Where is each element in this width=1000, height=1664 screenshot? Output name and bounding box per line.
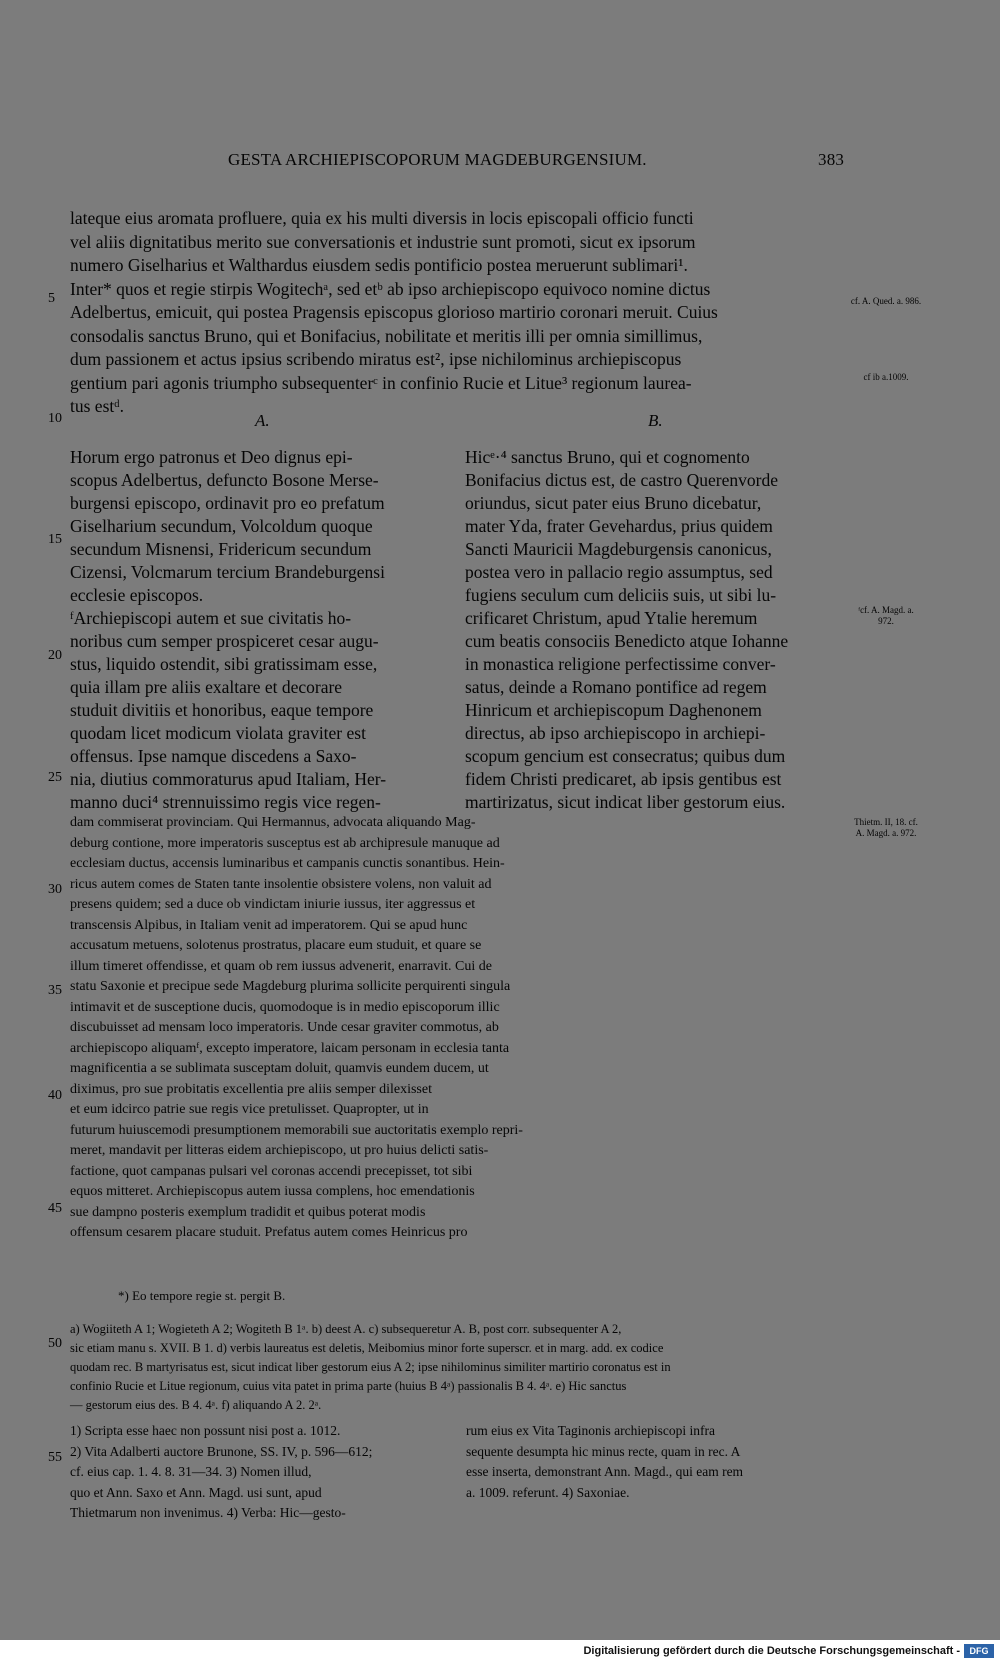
funding-credit: Digitalisierung gefördert durch die Deutsche Forschungsgemeinschaft - bbox=[583, 1645, 960, 1657]
text-line: Horum ergo patronus et Deo dignus epi- bbox=[70, 447, 353, 467]
text-line: in monastica religione perfectissime conver- bbox=[465, 654, 776, 674]
text-line: Adelbertus, emicuit, qui postea Pragensis episcopus glorioso martirio coronari meruit. Cuius bbox=[70, 302, 718, 322]
text-line: stus, liquido ostendit, sibi gratissimam esse, bbox=[70, 654, 378, 674]
line-number: 10 bbox=[48, 411, 62, 426]
text-line: statu Saxonie et precipue sede Magdeburg plurima sollicite perquirenti singula bbox=[70, 979, 511, 994]
text-line: Sancti Mauricii Magdeburgensis canonicus, bbox=[465, 539, 772, 559]
line-number: 55 bbox=[48, 1450, 62, 1465]
column-a-heading: A. bbox=[255, 411, 270, 430]
text-line: cf. eius cap. 1. 4. 8. 31—34. 3) Nomen illud, bbox=[70, 1464, 312, 1479]
text-line: Cizensi, Volcmarum tercium Brandeburgensi bbox=[70, 562, 385, 582]
text-line: Bonifacius dictus est, de castro Querenvorde bbox=[465, 470, 778, 490]
text-line: rum eius ex Vita Taginonis archiepiscopi infra bbox=[466, 1423, 715, 1438]
text-line: accusatum metuens, solotenus prostratus, placare eum studuit, et quare se bbox=[70, 938, 482, 953]
text-line: deburg contione, more imperatoris susceptus est ab archipresule manuque ad bbox=[70, 835, 500, 851]
text-line: presens quidem; sed a duce ob vindictam iniurie iussus, iter aggressus et bbox=[70, 897, 476, 912]
text-line: gentium pari agonis triumpho subsequenterᶜ in confinio Rucie et Litue³ regionum laurea- bbox=[70, 372, 692, 393]
text-line: et eum idcirco patrie sue regis vice pretulisset. Quapropter, ut in bbox=[70, 1102, 429, 1117]
text-line: fidem Christi predicaret, ab ipsis gentibus est bbox=[465, 769, 782, 789]
text-line: ᶠArchiepiscopi autem et sue civitatis ho- bbox=[70, 608, 352, 628]
text-line: factione, quot campanas pulsari vel coronas accendi precepisset, tot sibi bbox=[70, 1163, 473, 1179]
text-line: futurum huiuscemodi presumptionem memorabili sue auctoritatis exemplo repri- bbox=[70, 1122, 523, 1138]
text-line: burgensi episcopo, ordinavit pro eo prefatum bbox=[70, 493, 385, 513]
line-number: 45 bbox=[48, 1201, 62, 1216]
line-number: 15 bbox=[48, 532, 62, 547]
text-line: consodalis sanctus Bruno, qui et Bonifacius, nobilitate et meritis illi per omnia simillimus, bbox=[70, 325, 703, 346]
text-line: lateque eius aromata profluere, quia ex his multi diversis in locis episcopali officio functi bbox=[70, 208, 694, 228]
text-line: confinio Rucie et Litue regionum, cuius vita patet in prima parte (huius B 4ᵃ) passionalis B 4. 4ᵃ. e) Hic sanctus bbox=[70, 1379, 627, 1393]
line-number: 40 bbox=[48, 1088, 62, 1103]
text-line: crificaret Christum, apud Ytalie heremum bbox=[465, 608, 758, 628]
text-line: Thietmarum non invenimus. 4) Verba: Hic—gesto- bbox=[70, 1505, 346, 1520]
text-line: Hicᵉ·⁴ sanctus Bruno, qui et cognomento bbox=[465, 447, 750, 467]
text-line: scopum gencium est consecratus; quibus dum bbox=[465, 746, 786, 766]
text-line: 2) Vita Adalberti auctore Brunone, SS. IV, p. 596—612; bbox=[70, 1443, 373, 1459]
text-line: dum passionem et actus ipsius scribendo miratus est², ipse nichilominus archiepiscopus bbox=[70, 349, 682, 369]
text-line: martirizatus, sicut indicat liber gestorum eius. bbox=[465, 792, 786, 812]
margin-note: ᶠcf. A. Magd. a. 972. bbox=[858, 605, 914, 626]
text-line: postea vero in pallacio regio assumptus, sed bbox=[465, 562, 773, 582]
text-line: illum timeret offendisse, et quam ob rem iussus advenerit, enarravit. Cui de bbox=[70, 958, 492, 974]
line-number: 35 bbox=[48, 983, 62, 998]
text-line: diximus, pro sue probitatis excellentia pre aliis semper dilexisset bbox=[70, 1081, 432, 1097]
text-line: equos mitteret. Archiepiscopus autem iussa complens, hoc emendationis bbox=[70, 1184, 475, 1199]
text-line: Inter* quos et regie stirpis Wogitechᵃ, sed etᵇ ab ipso archiepiscopo equivoco nomine dictus bbox=[70, 278, 711, 299]
text-line: tus estᵈ. bbox=[70, 396, 125, 416]
text-line: magnificentia a se sublimata susceptam doluit, quamvis eundem ducem, ut bbox=[70, 1061, 489, 1076]
text-line: a) Wogiiteth A 1; Wogieteth A 2; Wogiteth B 1ᵃ. b) deest A. c) subsequeretur A. B, post corr. subsequenter A 2, bbox=[70, 1322, 622, 1336]
text-line: Giselharium secundum, Volcoldum quoque bbox=[70, 516, 373, 536]
text-line: — gestorum eius des. B 4. 4ᵃ. f) aliquando A 2. 2ᵃ. bbox=[70, 1398, 322, 1412]
text-line: directus, ab ipso archiepiscopo in archiepi- bbox=[465, 723, 766, 743]
text-line: secundum Misnensi, Fridericum secundum bbox=[70, 539, 372, 559]
text-line: scopus Adelbertus, defuncto Bosone Merse- bbox=[70, 470, 379, 490]
text-line: offensus. Ipse namque discedens a Saxo- bbox=[70, 746, 357, 766]
text-line: discubuisset ad mensam loco imperatoris. Unde cesar graviter commotus, ab bbox=[70, 1020, 499, 1035]
text-line: satus, deinde a Romano pontifice ad regem bbox=[465, 677, 767, 697]
text-line: oriundus, sicut pater eius Bruno dicebatur, bbox=[465, 493, 762, 513]
text-line: quo et Ann. Saxo et Ann. Magd. usi sunt, apud bbox=[70, 1484, 322, 1500]
text-line: noribus cum semper prospiceret cesar augu- bbox=[70, 631, 379, 651]
text-line: sic etiam manu s. XVII. B 1. d) verbis laureatus est deletis, Meibomius minor forte superscr. et in marg. add. ex codice bbox=[70, 1341, 664, 1355]
text-line: fugiens seculum cum deliciis suis, ut sibi lu- bbox=[465, 585, 777, 605]
text-line: archiepiscopo aliquamᶠ, excepto imperatore, laicam personam in ecclesia tanta bbox=[70, 1040, 510, 1056]
text-line: ricus autem comes de Staten tante insolentie obsistere volens, non valuit ad bbox=[70, 876, 492, 892]
line-number: 30 bbox=[48, 882, 62, 897]
margin-note: Thietm. II, 18. cf. A. Magd. a. 972. bbox=[854, 817, 918, 838]
text-line: studuit divitiis et honoribus, eaque tempore bbox=[70, 700, 374, 720]
text-line: manno duci⁴ strennuissimo regis vice regen- bbox=[70, 792, 381, 812]
text-line: nia, diutius commoraturus apud Italiam, Her- bbox=[70, 769, 387, 789]
text-line: Hinricum et archiepiscopum Daghenonem bbox=[465, 700, 762, 720]
margin-note: cf ib a.1009. bbox=[863, 372, 909, 382]
text-line: intimavit et de susceptione ducis, quomodoque is in medio episcoporum illic bbox=[70, 999, 500, 1015]
text-line: offensum cesarem placare studuit. Prefatus autem comes Heinricus pro bbox=[70, 1225, 468, 1240]
text-line: *) Eo tempore regie st. pergit B. bbox=[118, 1288, 286, 1303]
column-b-heading: B. bbox=[648, 411, 663, 430]
text-line: dam commiserat provinciam. Qui Hermannus, advocata aliquando Mag- bbox=[70, 815, 476, 830]
text-line: mater Yda, frater Gevehardus, prius quidem bbox=[465, 516, 773, 536]
margin-note: cf. A. Qued. a. 986. bbox=[850, 296, 922, 306]
text-line: a. 1009. referunt. 4) Saxoniae. bbox=[466, 1484, 630, 1500]
line-number: 20 bbox=[48, 648, 62, 663]
running-title: GESTA ARCHIEPISCOPORUM MAGDEBURGENSIUM. bbox=[228, 150, 647, 169]
text-line: 1) Scripta esse haec non possunt nisi post a. 1012. bbox=[70, 1423, 341, 1438]
text-line: vel aliis dignitatibus merito sue conversationis et industrie sunt promoti, sicut ex ipsorum bbox=[70, 231, 696, 252]
text-line: cum beatis consociis Benedicto atque Iohanne bbox=[465, 631, 789, 651]
text-line: sue dampno posteris exemplum tradidit et quibus poterat modis bbox=[70, 1204, 426, 1220]
dfg-logo: DFG bbox=[964, 1644, 994, 1658]
text-line: transcensis Alpibus, in Italiam venit ad imperatorem. Qui se apud hunc bbox=[70, 917, 468, 933]
line-number: 50 bbox=[48, 1336, 62, 1351]
text-line: ecclesie episcopos. bbox=[70, 585, 204, 605]
page-number: 383 bbox=[818, 150, 845, 169]
text-line: quia illam pre aliis exaltare et decorare bbox=[70, 677, 343, 697]
text-line: quodam rec. B martyrisatus est, sicut indicat liber gestorum eius A 2; ipse nihilominus similiter martirio coronatus est in bbox=[70, 1360, 671, 1374]
text-line: numero Giselharius et Walthardus eiusdem sedis pontificio postea meruerunt sublimari¹. bbox=[70, 255, 688, 275]
text-line: meret, mandavit per litteras eidem archiepiscopo, ut pro huius delicti satis- bbox=[70, 1143, 489, 1158]
text-line: quodam licet modicum violata graviter est bbox=[70, 723, 366, 743]
text-line: ecclesiam ductus, accensis luminaribus et campanis cunctis sonantibus. Hein- bbox=[70, 856, 505, 871]
line-number: 5 bbox=[48, 291, 55, 306]
line-number: 25 bbox=[48, 770, 62, 785]
text-line: esse inserta, demonstrant Ann. Magd., qui eam rem bbox=[466, 1464, 744, 1479]
text-line: sequente desumpta hic minus recte, quam in rec. A bbox=[466, 1443, 741, 1459]
digitization-footer bbox=[0, 1640, 1000, 1664]
